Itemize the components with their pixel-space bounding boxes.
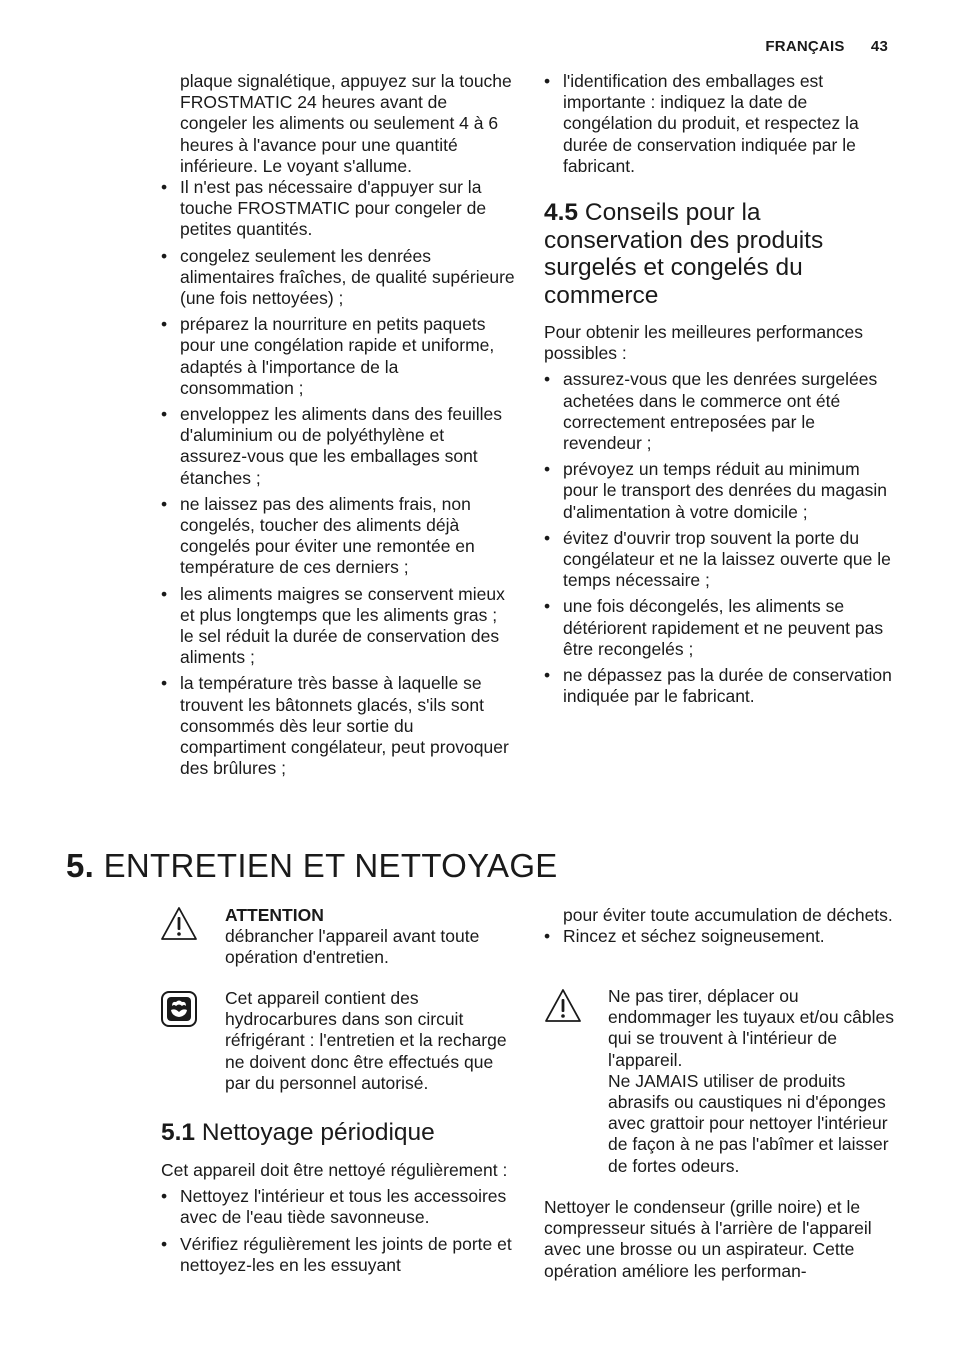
continued-paragraph: pour éviter toute accumulation de déchets.: [563, 905, 893, 925]
header-language: FRANÇAIS: [765, 38, 845, 55]
section-number: 5.1: [161, 1119, 196, 1146]
tips-list: [161, 177, 515, 779]
list-item: • prévoyez un temps réduit au minimum pour le transport des denrées du magasin d'alimentation à votre domicile ;: [544, 459, 898, 523]
frozen-tips-list: [544, 369, 898, 707]
page-number: 43: [870, 38, 888, 55]
chapter-title: ENTRETIEN ET NETTOYAGE: [103, 847, 558, 884]
section-heading-5-1: [161, 1119, 435, 1147]
section-number: 4.5: [544, 199, 579, 227]
chapter-heading: [66, 847, 558, 885]
list-item: • ne laissez pas des aliments frais, non congelés, toucher des aliments déjà congelés pour éviter une remontée en température de ces derniers ;: [161, 494, 515, 579]
continued-paragraph: plaque signalétique, appuyez sur la touche FROSTMATIC 24 heures avant de congeler les aliments ou seulement 4 à 6 heures à l'avance pour une quantité inférieure. Le voyant s'allume.: [180, 71, 512, 176]
cleaning-list: [161, 1186, 515, 1276]
attention-text: débrancher l'appareil avant toute opération d'entretien.: [225, 926, 480, 968]
section-intro: Pour obtenir les meilleures performances possibles :: [544, 322, 864, 364]
left-column: [161, 71, 515, 785]
chapter-number: 5.: [66, 847, 95, 884]
list-item: • Il n'est pas nécessaire d'appuyer sur la touche FROSTMATIC pour congeler de petites quantités.: [161, 177, 515, 241]
list-item: • évitez d'ouvrir trop souvent la porte du congélateur et ne la laissez ouverte que le temps nécessaire ;: [544, 528, 898, 592]
right-column: [544, 71, 898, 712]
list-item: • assurez-vous que les denrées surgelées achetées dans le commerce ont été correctement entreposées par le revendeur ;: [544, 369, 898, 454]
labeling-list: [544, 71, 898, 177]
list-item: • Rincez et séchez soigneusement.: [544, 926, 898, 947]
section-intro: Cet appareil doit être nettoyé régulièrement :: [161, 1160, 508, 1180]
warning-triangle-icon: [160, 905, 198, 943]
section-title: Conseils pour la conservation des produits surgelés et congelés du commerce: [544, 199, 824, 309]
list-item: • les aliments maigres se conservent mieux et plus longtemps que les aliments gras ; le sel réduit la durée de conservation des aliments ;: [161, 584, 515, 669]
warning-text: Ne JAMAIS utiliser de produits abrasifs ou caustiques ni d'éponges avec grattoir pour nettoyer l'intérieur de façon à ne pas l'abîmer et laisser de fortes odeurs.: [608, 1070, 889, 1176]
list-item: • enveloppez les aliments dans des feuilles d'aluminium ou de polyéthylène et assurez-vous que les emballages sont étanches ;: [161, 404, 515, 489]
section-title: Nettoyage périodique: [201, 1119, 435, 1146]
handling-warning: [608, 986, 900, 1177]
condenser-paragraph: Nettoyer le condenseur (grille noire) et le compresseur situés à l'arrière de l'appareil avec une brosse ou un aspirateur. Cette opération améliore les performan-: [544, 1197, 872, 1281]
list-item: • une fois décongelés, les aliments se détériorent rapidement et ne peuvent pas être recongelés ;: [544, 596, 898, 660]
section-heading-4-5: [544, 199, 898, 309]
environment-note-text: Cet appareil contient des hydrocarbures dans son circuit réfrigérant : l'entretien et la recharge ne doivent donc être effectués que par du personnel autorisé.: [225, 988, 507, 1093]
list-item: • Nettoyez l'intérieur et tous les accessoires avec de l'eau tiède savonneuse.: [161, 1186, 515, 1228]
page-header: [765, 38, 888, 55]
list-item: • la température très basse à laquelle se trouvent les bâtonnets glacés, s'ils sont consommés dès leur sortie du compartiment congélateur, peut provoquer des brûlures ;: [161, 673, 515, 779]
warning-text: Ne pas tirer, déplacer ou endommager les tuyaux et/ou câbles qui se trouvent à l'intérieur de l'appareil.: [608, 986, 894, 1070]
list-item: • ne dépassez pas la durée de conservation indiquée par le fabricant.: [544, 665, 898, 707]
rinse-list: [544, 926, 898, 947]
environment-icon: [160, 990, 198, 1028]
list-item: • l'identification des emballages est importante : indiquez la date de congélation du produit, et respectez la durée de conservation indiquée par le fabricant.: [544, 71, 898, 177]
attention-label: ATTENTION: [225, 905, 324, 925]
attention-note: [225, 905, 520, 969]
list-item: • Vérifiez régulièrement les joints de porte et nettoyez-les en les essuyant: [161, 1234, 515, 1276]
list-item: • congelez seulement les denrées alimentaires fraîches, de qualité supérieure (une fois nettoyées) ;: [161, 246, 515, 310]
cleaning-column: [161, 1160, 515, 1281]
list-item: • préparez la nourriture en petits paquets pour une congélation rapide et uniforme, adaptés à l'importance de la consommation ;: [161, 314, 515, 399]
cleaning-right-column: [544, 905, 898, 952]
warning-triangle-icon: [544, 987, 582, 1025]
